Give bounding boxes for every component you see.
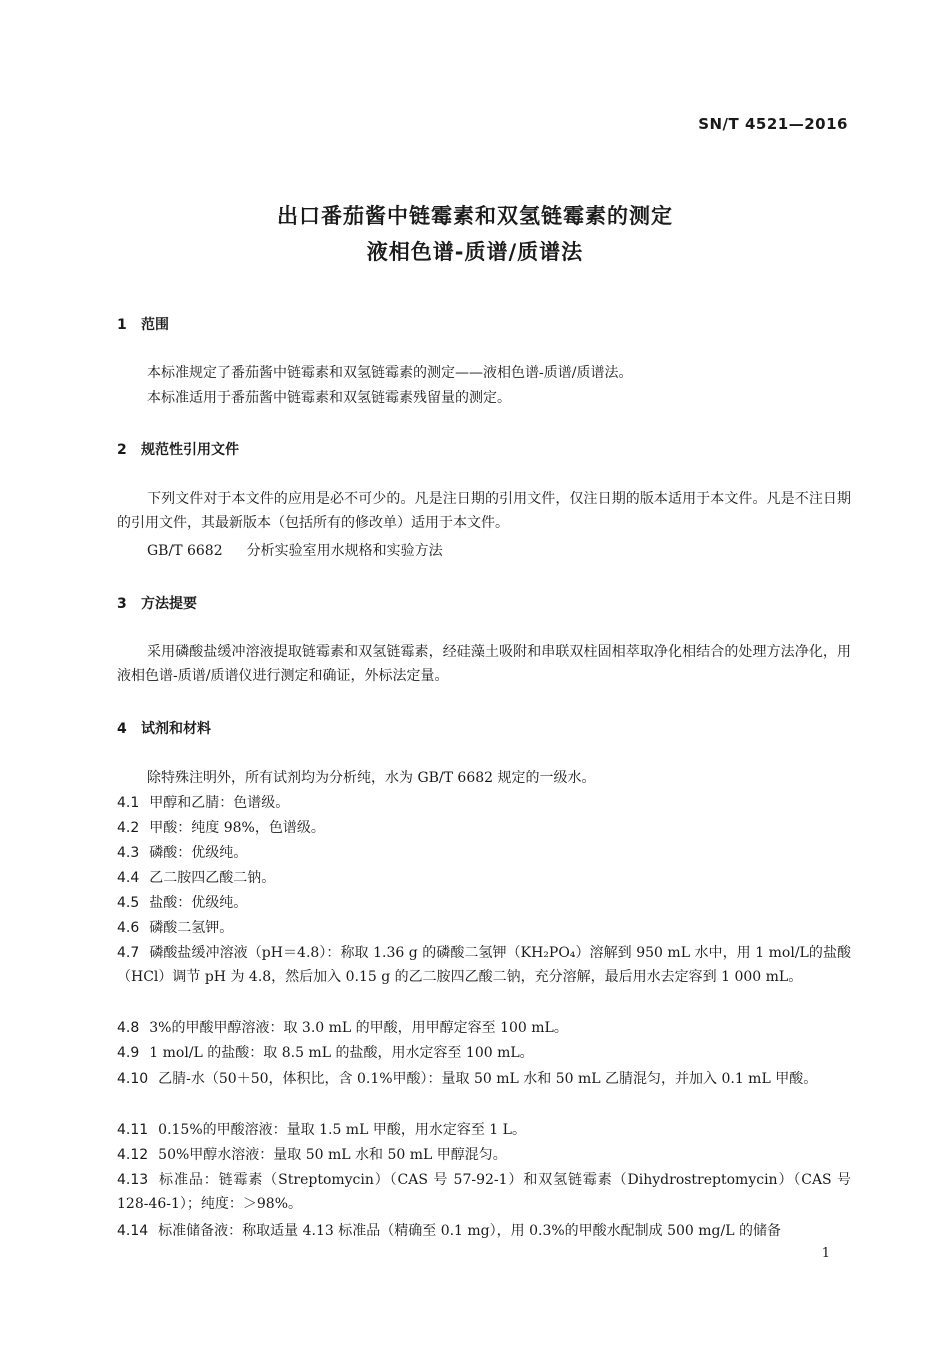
reagent-item: [117, 866, 851, 890]
normative-paragraph: 下列文件对于本文件的应用是必不可少的。凡是注日期的引用文件，仅注日期的版本适用于本文件。凡是不注日期的引用文件，其最新版本（包括所有的修改单）适用于本文件。: [117, 491, 851, 531]
item-number: 4.12: [117, 1147, 149, 1163]
section-number: 4: [117, 721, 127, 737]
section-heading-normative-references: [117, 439, 239, 459]
section-heading-method-summary: [117, 593, 197, 613]
item-number: 4.5: [117, 895, 140, 911]
reagent-item: [117, 791, 851, 815]
reagent-item: [117, 941, 851, 989]
reagent-item: [117, 1219, 851, 1243]
item-number: 4.2: [117, 820, 140, 836]
scope-paragraph-2: 本标准适用于番茄酱中链霉素和双氢链霉素残留量的测定。: [147, 390, 511, 406]
document-title-line1: 出口番茄酱中链霉素和双氢链霉素的测定: [277, 204, 673, 228]
document-title-line2: 液相色谱-质谱/质谱法: [366, 240, 584, 264]
reagent-item: [117, 841, 851, 865]
item-text: 磷酸：优级纯。: [149, 845, 248, 861]
item-text: 标准储备液：称取适量 4.13 标准品（精确至 0.1 mg），用 0.3%的甲酸水配制成 500 mg/L 的储备: [158, 1223, 781, 1239]
item-number: 4.10: [117, 1071, 149, 1087]
reagents-intro: 除特殊注明外，所有试剂均为分析纯，水为 GB/T 6682 规定的一级水。: [147, 770, 596, 786]
reagent-item: [117, 1041, 851, 1065]
item-number: 4.1: [117, 795, 140, 811]
item-text: 乙腈-水（50＋50，体积比，含 0.1%甲酸）：量取 50 mL 水和 50 mL 乙腈混匀，并加入 0.1 mL 甲酸。: [158, 1071, 818, 1087]
section-title: 试剂和材料: [141, 721, 211, 737]
item-text: 标准品：链霉素（Streptomycin）（CAS 号 57-92-1）和双氢链霉素（Dihydrostreptomycin）（CAS 号 128-46-1）；纯度：＞98%。: [117, 1172, 851, 1212]
item-text: 磷酸二氢钾。: [149, 920, 234, 936]
item-number: 4.4: [117, 870, 140, 886]
section-title: 规范性引用文件: [141, 442, 239, 458]
reagent-item: [117, 1143, 851, 1167]
item-text: 甲醇和乙腈：色谱级。: [149, 795, 290, 811]
item-number: 4.11: [117, 1122, 149, 1138]
method-paragraph: 采用磷酸盐缓冲溶液提取链霉素和双氢链霉素，经硅藻土吸附和串联双柱固相萃取净化相结合的处理方法净化，用液相色谱-质谱/质谱仪进行测定和确证，外标法定量。: [117, 644, 851, 684]
item-number: 4.3: [117, 845, 140, 861]
reagent-item: [117, 816, 851, 840]
item-text: 3%的甲酸甲醇溶液：取 3.0 mL 的甲酸，用甲醇定容至 100 mL。: [149, 1020, 568, 1036]
reagent-item: [117, 1168, 851, 1216]
item-number: 4.13: [117, 1172, 149, 1188]
item-number: 4.14: [117, 1223, 149, 1239]
item-number: 4.7: [117, 945, 140, 961]
section-number: 2: [117, 442, 127, 458]
reference-code: GB/T 6682: [147, 543, 223, 559]
item-text: 50%甲醇水溶液：量取 50 mL 水和 50 mL 甲醇混匀。: [158, 1147, 507, 1163]
section-title: 范围: [141, 317, 169, 333]
section-heading-reagents: [117, 718, 211, 738]
item-text: 0.15%的甲酸溶液：量取 1.5 mL 甲酸，用水定容至 1 L。: [158, 1122, 526, 1138]
reagent-item: [117, 1118, 851, 1142]
item-number: 4.8: [117, 1020, 140, 1036]
reference-title: 分析实验室用水规格和实验方法: [246, 543, 443, 559]
normative-reference: [147, 540, 443, 560]
item-text: 磷酸盐缓冲溶液（pH＝4.8）：称取 1.36 g 的磷酸二氢钾（KH₂PO₄）溶解到 950 mL 水中，用 1 mol/L的盐酸（HCl）调节 pH 为 4.8，然后加入 0.15 g 的乙二胺四乙酸二钠，充分溶解，最后用水去定容到 1 000 mL。: [117, 945, 851, 985]
section-number: 3: [117, 596, 127, 612]
item-text: 乙二胺四乙酸二钠。: [149, 870, 276, 886]
section-heading-scope: [117, 314, 169, 334]
reagent-item: [117, 891, 851, 915]
item-text: 盐酸：优级纯。: [149, 895, 248, 911]
standard-code: SN/T 4521—2016: [698, 115, 848, 133]
section-number: 1: [117, 317, 127, 333]
item-text: 1 mol/L 的盐酸：取 8.5 mL 的盐酸，用水定容至 100 mL。: [149, 1045, 534, 1061]
reagent-item: [117, 1016, 851, 1040]
scope-paragraph-1: 本标准规定了番茄酱中链霉素和双氢链霉素的测定——液相色谱-质谱/质谱法。: [147, 365, 633, 381]
item-number: 4.9: [117, 1045, 140, 1061]
reagent-item: [117, 1067, 851, 1091]
item-text: 甲酸：纯度 98%，色谱级。: [149, 820, 325, 836]
item-number: 4.6: [117, 920, 140, 936]
section-title: 方法提要: [141, 596, 197, 612]
page-number: 1: [821, 1246, 830, 1261]
reagent-item: [117, 916, 851, 940]
